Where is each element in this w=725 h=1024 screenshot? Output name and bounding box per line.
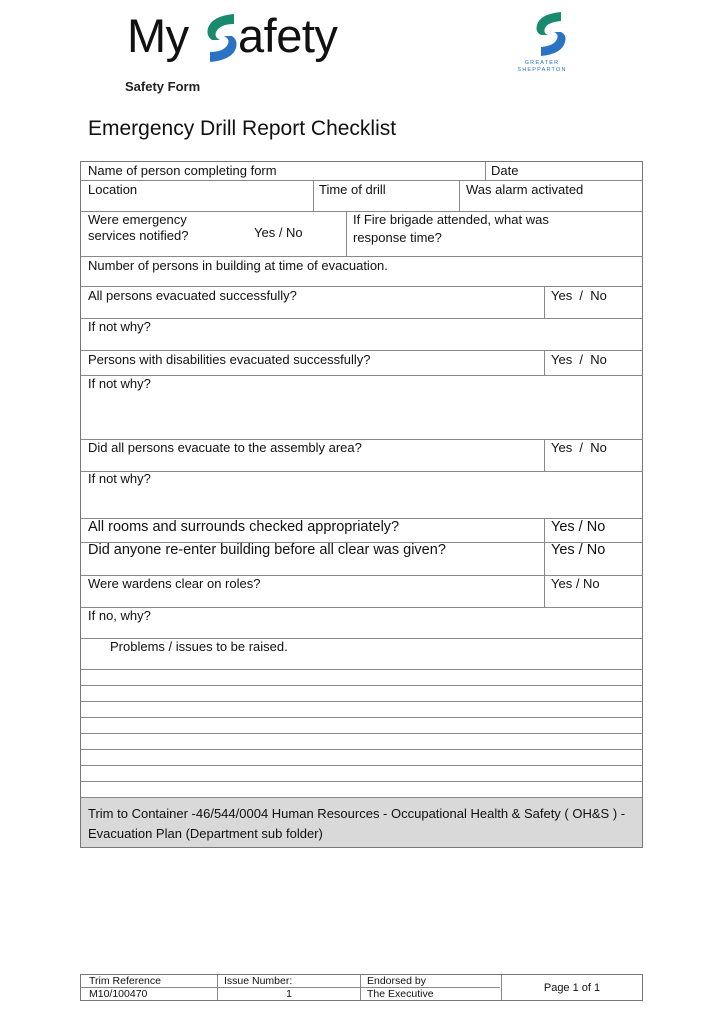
org-line-1: GREATER: [524, 60, 560, 66]
write-line[interactable]: [81, 701, 642, 702]
my-safety-logo-my: My: [127, 9, 189, 62]
write-line[interactable]: [81, 749, 642, 750]
q-rooms-yes-no[interactable]: Yes / No: [551, 519, 606, 535]
divider: [459, 180, 460, 211]
trim-reference-label: Trim Reference: [89, 975, 161, 987]
why-field-3[interactable]: If not why?: [88, 471, 151, 486]
document-footer-table: [80, 974, 643, 1001]
divider: [485, 162, 486, 180]
fire-brigade-label-2[interactable]: response time?: [353, 230, 442, 245]
location-field-label[interactable]: Location: [88, 182, 138, 197]
write-line[interactable]: [81, 685, 642, 686]
endorsed-by-value: The Executive: [367, 988, 434, 1000]
write-line[interactable]: [81, 781, 642, 782]
q-reenter: Did anyone re-enter building before all clear was given?: [88, 542, 446, 558]
org-line-2: SHEPPARTON: [517, 67, 567, 73]
name-field-label[interactable]: Name of person completing form: [88, 163, 277, 178]
q-rooms: All rooms and surrounds checked appropriately?: [88, 519, 400, 535]
emergency-notified-label-1: Were emergency: [88, 212, 187, 227]
why-field-2[interactable]: If not why?: [88, 376, 151, 391]
q-reenter-yes-no[interactable]: Yes / No: [551, 542, 606, 558]
divider: [313, 180, 314, 211]
issue-number-value: 1: [286, 988, 292, 1000]
divider: [81, 180, 642, 181]
my-safety-logo-afety: afety: [238, 9, 338, 62]
divider: [544, 518, 545, 607]
why-field-4[interactable]: If no, why?: [88, 608, 151, 623]
divider: [81, 350, 642, 351]
emergency-notified-yes-no[interactable]: Yes / No: [254, 225, 303, 240]
problems-heading: Problems / issues to be raised.: [110, 639, 288, 654]
divider: [81, 669, 642, 670]
q-wardens: Were wardens clear on roles?: [88, 576, 261, 591]
time-of-drill-field-label[interactable]: Time of drill: [319, 182, 386, 197]
q-all-evacuated: All persons evacuated successfully?: [88, 288, 297, 303]
divider: [81, 607, 642, 608]
safety-form-subtitle: Safety Form: [125, 79, 201, 94]
divider: [81, 286, 642, 287]
emergency-notified-label-2: services notified?: [88, 228, 189, 243]
trim-note-text: Trim to Container -46/544/0004 Human Resources - Occupational Health & Safety ( OH&S ) - Evacuation Plan (Department sub folder): [88, 806, 626, 841]
q-disabilities: Persons with disabilities evacuated successfully?: [88, 352, 371, 367]
greater-shepparton-logo-icon: [535, 12, 567, 56]
divider: [81, 318, 642, 319]
issue-number-label: Issue Number:: [224, 975, 293, 987]
drill-checklist-table: [80, 161, 643, 848]
q-all-evacuated-yes-no[interactable]: Yes / No: [551, 288, 607, 303]
divider: [544, 286, 545, 318]
q-assembly-yes-no[interactable]: Yes / No: [551, 440, 607, 455]
write-line[interactable]: [81, 733, 642, 734]
trim-reference-value: M10/100470: [89, 988, 148, 1000]
endorsed-by-label: Endorsed by: [367, 975, 426, 987]
divider: [544, 350, 545, 375]
page-title: Emergency Drill Report Checklist: [88, 117, 397, 140]
write-line[interactable]: [81, 765, 642, 766]
q-disabilities-yes-no[interactable]: Yes / No: [551, 352, 607, 367]
divider: [81, 256, 642, 257]
why-field-1[interactable]: If not why?: [88, 319, 151, 334]
my-safety-s-logo-icon: [206, 14, 238, 62]
trim-note-box: [81, 797, 642, 847]
page-number: Page 1 of 1: [543, 982, 601, 994]
divider: [346, 211, 347, 256]
divider: [81, 375, 642, 376]
fire-brigade-label-1: If Fire brigade attended, what was: [353, 212, 549, 227]
alarm-activated-field-label[interactable]: Was alarm activated: [466, 182, 584, 197]
date-field-label[interactable]: Date: [491, 163, 519, 178]
divider: [81, 471, 642, 472]
number-persons-field-label[interactable]: Number of persons in building at time of evacuation.: [88, 258, 388, 273]
write-line[interactable]: [81, 717, 642, 718]
q-wardens-yes-no[interactable]: Yes / No: [551, 576, 600, 591]
greater-shepparton-text: [508, 60, 576, 74]
q-assembly: Did all persons evacuate to the assembly area?: [88, 440, 362, 455]
divider: [544, 439, 545, 471]
